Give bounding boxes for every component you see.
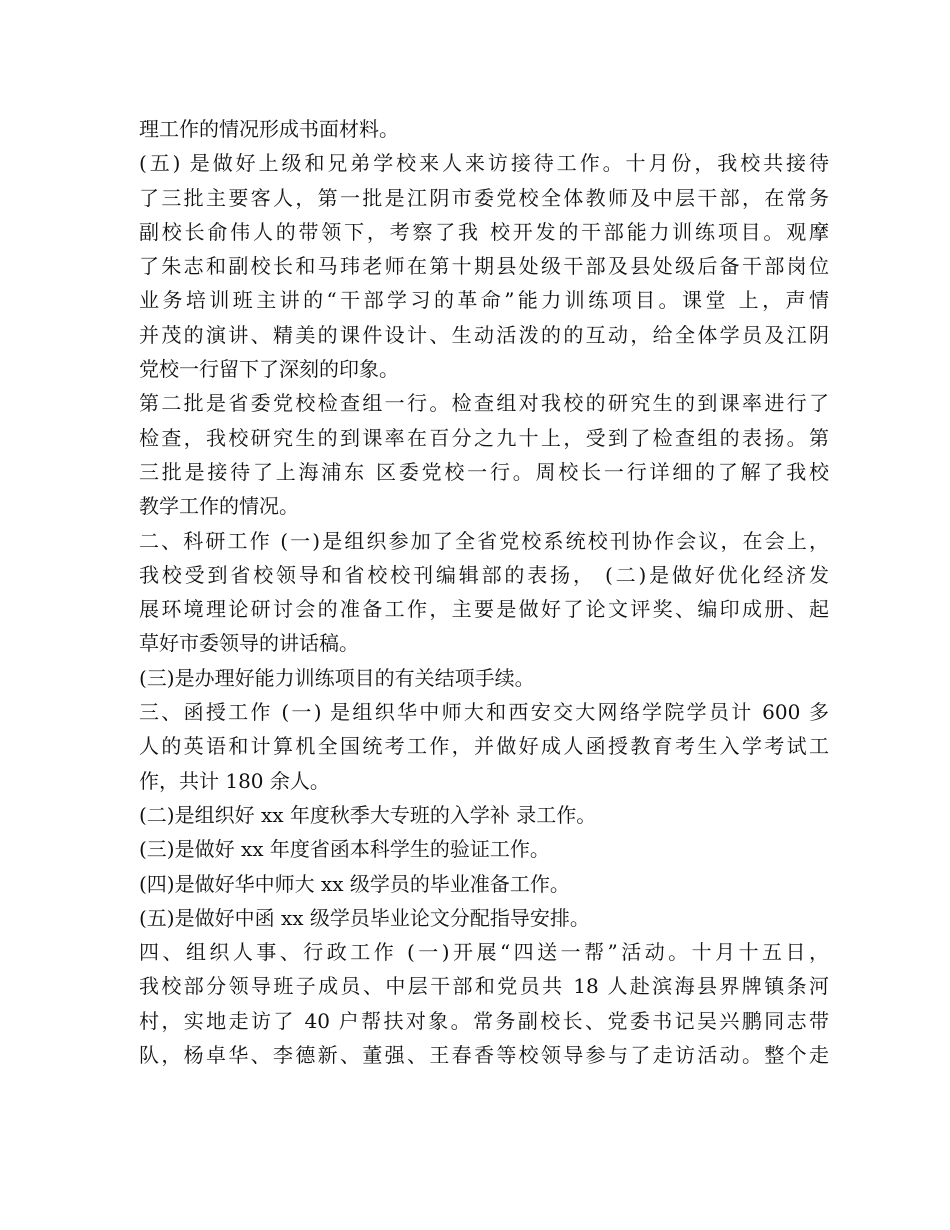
text-line: 第二批是省委党校检查组一行。检查组对我校的研究生的到课率进行了 <box>139 391 829 416</box>
text-line: 检查，我校研究生的到课率在百分之九十上，受到了检查组的表扬。第 <box>139 425 829 450</box>
text-line: 人的英语和计算机全国统考工作，并做好成人函授教育考生入学考试工 <box>139 734 829 759</box>
text-line: 队，杨卓华、李德新、董强、王春香等校领导参与了走访活动。整个走 <box>139 1043 829 1068</box>
text-line: 了朱志和副校长和马玮老师在第十期县处级干部及县处级后备干部岗位 <box>139 254 829 279</box>
text-line: 三批是接待了上海浦东 区委党校一行。周校长一行详细的了解了我校 <box>139 459 829 484</box>
text-line: 我校部分领导班子成员、中层干部和党员共 18 人赴滨海县界牌镇条河 <box>139 974 829 999</box>
text-line: 教学工作的情况。 <box>139 494 299 519</box>
text-line: (三)是办理好能力训练项目的有关结项手续。 <box>139 665 535 690</box>
text-line: 我校受到省校领导和省校校刊编辑部的表扬， (二)是做好优化经济发 <box>139 562 829 587</box>
text-line: 三、函授工作 (一) 是组织华中师大和西安交大网络学院学员计 600 多 <box>139 700 829 725</box>
text-line: (二)是组织好 xx 年度秋季大专班的入学补 录工作。 <box>139 802 597 827</box>
text-line: 党校一行留下了深刻的印象。 <box>139 357 399 382</box>
text-line: 作，共计 180 余人。 <box>139 768 330 793</box>
text-line: 副校长俞伟人的带领下，考察了我 校开发的干部能力训练项目。观摩 <box>139 219 829 244</box>
text-line: (三)是做好 xx 年度省函本科学生的验证工作。 <box>139 837 550 862</box>
text-line: 了三批主要客人，第一批是江阴市委党校全体教师及中层干部，在常务 <box>139 185 829 210</box>
text-line: 展环境理论研讨会的准备工作，主要是做好了论文评奖、编印成册、起 <box>139 597 829 622</box>
document-body <box>139 112 829 1072</box>
text-line: (五) 是做好上级和兄弟学校来人来访接待工作。十月份，我校共接待 <box>139 151 829 176</box>
text-line: 并茂的演讲、精美的课件设计、生动活泼的的互动，给全体学员及江阴 <box>139 322 829 347</box>
text-line: (五)是做好中函 xx 级学员毕业论文分配指导安排。 <box>139 905 590 930</box>
text-line: 村，实地走访了 40 户帮扶对象。常务副校长、党委书记吴兴鹏同志带 <box>139 1008 829 1033</box>
text-line: 草好市委领导的讲话稿。 <box>139 631 359 656</box>
text-line: 业务培训班主讲的“干部学习的革命”能力训练项目。课堂 上，声情 <box>139 288 829 313</box>
text-line: 理工作的情况形成书面材料。 <box>139 117 399 141</box>
text-line: 四、组织人事、行政工作 (一)开展“四送一帮”活动。十月十五日， <box>139 940 829 965</box>
text-line: 二、科研工作 (一)是组织参加了全省党校系统校刊协作会议，在会上， <box>139 528 829 553</box>
text-line: (四)是做好华中师大 xx 级学员的毕业准备工作。 <box>139 871 570 896</box>
